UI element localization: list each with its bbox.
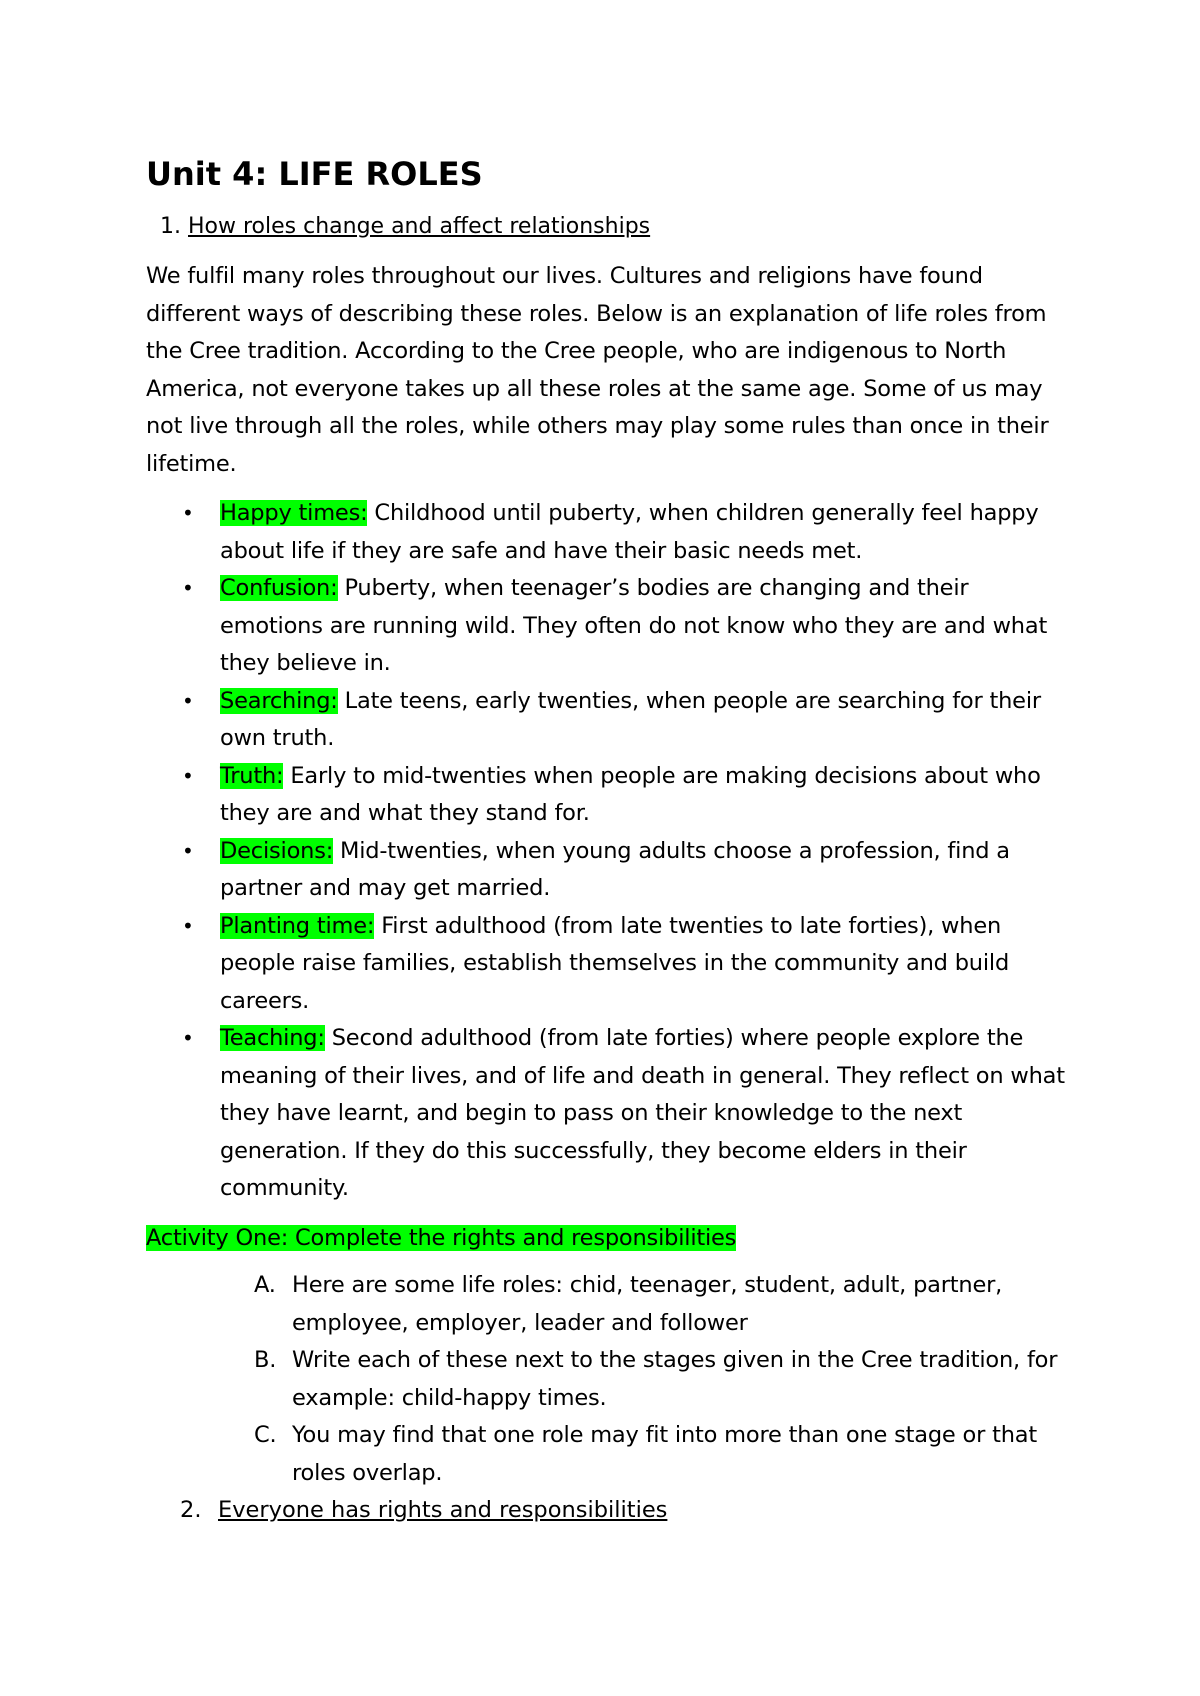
stage-label: Happy times: xyxy=(220,500,368,526)
item-text: Here are some life roles: chid, teenager, student, adult, partner, employee, employer, leader and follower xyxy=(292,1272,1003,1336)
list-item xyxy=(146,683,1076,758)
list-item xyxy=(146,758,1076,833)
bullet-icon: • xyxy=(182,1026,194,1050)
list-item xyxy=(146,1267,1076,1342)
list-item xyxy=(146,908,1076,1021)
item-letter: B. xyxy=(254,1347,277,1373)
section-heading-2 xyxy=(146,1492,1076,1530)
stage-description: First adulthood (from late twenties to late forties), when people raise families, establish themselves in the community and build careers. xyxy=(220,912,1010,1014)
activity-title: Activity One: Complete the rights and responsibilities xyxy=(146,1224,737,1251)
bullet-icon: • xyxy=(182,913,194,938)
stage-label: Teaching: xyxy=(220,1025,325,1051)
item-text: You may find that one role may fit into more than one stage or that roles overlap. xyxy=(292,1422,1037,1486)
item-letter: C. xyxy=(254,1422,277,1448)
item-letter: A. xyxy=(254,1272,276,1298)
stage-description: Puberty, when teenager’s bodies are changing and their emotions are running wild. They often do not know who they are and what they believe in. xyxy=(220,575,1048,676)
section-number: 2. xyxy=(180,1497,202,1523)
bullet-icon: • xyxy=(182,763,194,788)
stage-label: Truth: xyxy=(220,762,284,789)
bullet-icon: • xyxy=(182,688,194,713)
stage-description: Mid-twenties, when young adults choose a profession, find a partner and may get married. xyxy=(220,837,1010,901)
page-title: Unit 4: LIFE ROLES xyxy=(146,155,483,193)
section-heading-1 xyxy=(146,208,1076,246)
stage-description: Childhood until puberty, when children generally feel happy about life if they are safe and have their basic needs met. xyxy=(220,500,1039,564)
stage-label: Confusion: xyxy=(220,575,338,601)
stage-description: Second adulthood (from late forties) where people explore the meaning of their lives, and of life and death in general. They reflect on what they have learnt, and begin to pass on their knowledge to the next generation. If they do this successfully, they become elders in their community. xyxy=(220,1025,1065,1201)
intro-paragraph: We fulfil many roles throughout our lives. Cultures and religions have found different ways of describing these roles. Below is an explanation of life roles from the Cree tradition. According to the Cree people, who are indigenous to North America, not everyone takes up all these roles at the same age. Some of us may not live through all the roles, while others may play some rules than once in their lifetime. xyxy=(146,263,1049,477)
section-title: Everyone has rights and responsibilities xyxy=(218,1497,668,1523)
bullet-icon: • xyxy=(182,501,194,525)
list-item xyxy=(146,570,1076,683)
list-item xyxy=(146,1417,1076,1492)
section-title: How roles change and affect relationships xyxy=(188,214,651,239)
list-item xyxy=(146,833,1076,908)
stage-label: Searching: xyxy=(220,687,338,714)
stage-label: Decisions: xyxy=(220,837,334,864)
stage-label: Planting time: xyxy=(220,912,375,939)
stage-description: Early to mid-twenties when people are making decisions about who they are and what they stand for. xyxy=(220,762,1041,826)
item-text: Write each of these next to the stages given in the Cree tradition, for example: child-happy times. xyxy=(292,1347,1058,1411)
activity-list xyxy=(146,1267,1076,1492)
list-item xyxy=(146,1342,1076,1417)
document-content xyxy=(146,150,1076,1530)
stage-list xyxy=(146,495,1076,1208)
stage-description: Late teens, early twenties, when people are searching for their own truth. xyxy=(220,687,1041,751)
section-number: 1. xyxy=(160,214,181,239)
list-item xyxy=(146,495,1076,570)
list-item xyxy=(146,1020,1076,1208)
activity-heading xyxy=(146,1220,1076,1258)
bullet-icon: • xyxy=(182,576,194,600)
bullet-icon: • xyxy=(182,838,194,863)
